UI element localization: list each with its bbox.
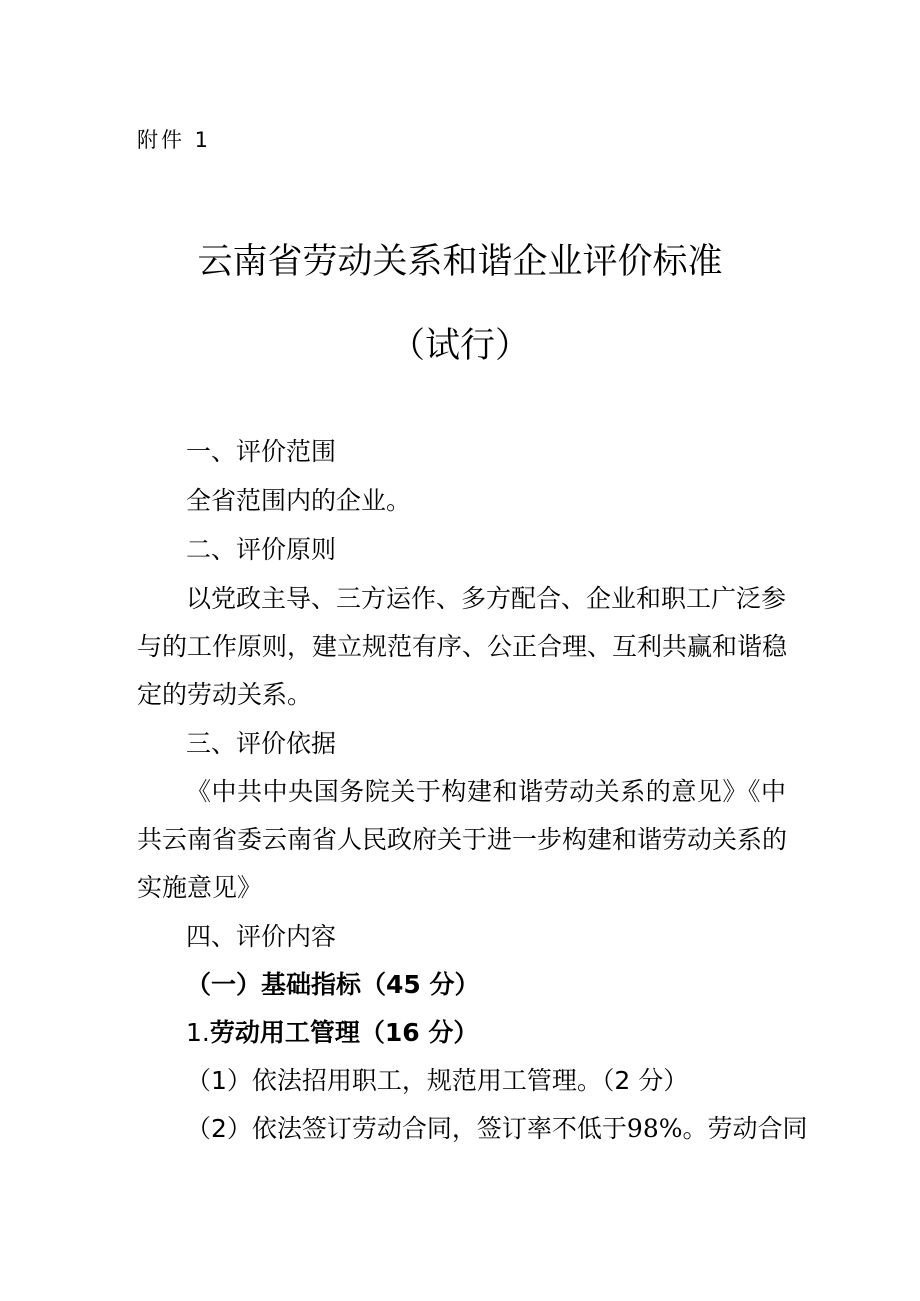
- item-2-suffix: 。劳动合同: [682, 1114, 808, 1143]
- document-subtitle: （试行）: [389, 326, 530, 366]
- basis-text-line-2: 共云南省委云南省人民政府关于进一步构建和谐劳动关系的: [137, 825, 788, 854]
- item-2-prefix: （2）依法签订劳动合同，签订率不低于: [186, 1114, 627, 1143]
- basic-indicators-heading: （一）基础指标（45 分）: [186, 970, 480, 999]
- attachment-label: 附件 1: [137, 128, 212, 152]
- item-2-rate: 98%: [626, 1114, 683, 1143]
- principle-heading: 二、评价原则: [186, 535, 337, 564]
- item-1: （1）依法招用职工，规范用工管理。（2 分）: [186, 1066, 689, 1095]
- principle-text-line-2: 与的工作原则，建立规范有序、公正合理、互利共赢和谐稳: [137, 632, 788, 661]
- labor-management-title: 劳动用工管理（16 分）: [209, 1018, 479, 1047]
- principle-text-line-3: 定的劳动关系。: [137, 680, 313, 709]
- labor-management-heading: [186, 1018, 478, 1048]
- document-title: 云南省劳动关系和谐企业评价标准: [197, 242, 723, 282]
- item-2: [186, 1114, 808, 1144]
- basis-text-line-3: 实施意见》: [137, 873, 263, 902]
- labor-management-number: 1.: [186, 1018, 210, 1047]
- basis-heading: 三、评价依据: [186, 729, 337, 758]
- scope-text: 全省范围内的企业。: [186, 486, 412, 515]
- principle-text-line-1: 以党政主导、三方运作、多方配合、企业和职工广泛参: [186, 584, 787, 613]
- scope-heading: 一、评价范围: [186, 437, 337, 466]
- content-heading: 四、评价内容: [186, 922, 337, 951]
- basis-text-line-1: 《中共中央国务院关于构建和谐劳动关系的意见》《中: [186, 777, 786, 806]
